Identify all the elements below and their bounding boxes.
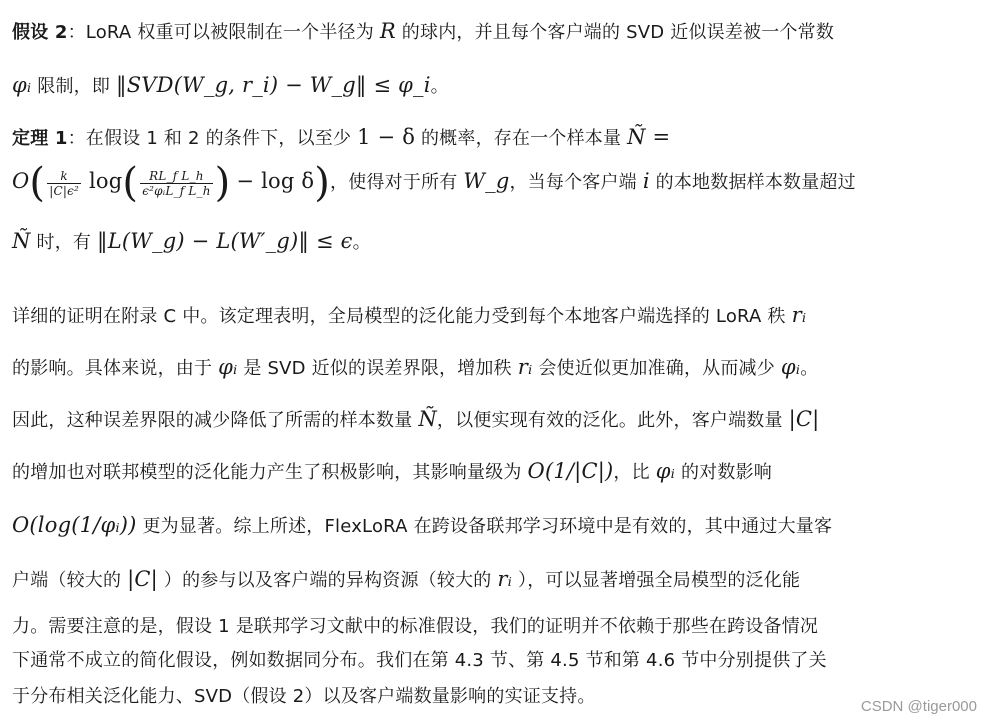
body-text: ，比 xyxy=(613,462,650,483)
body-text: 是 SVD 近似的误差界限，增加秩 xyxy=(243,358,512,379)
assumption-2-text-a: ：LoRA 权重可以被限制在一个半径为 xyxy=(67,22,374,43)
right-paren: ) xyxy=(314,160,331,206)
math-inline: |C| xyxy=(788,407,820,431)
math-inline: Ñ xyxy=(418,407,437,431)
assumption-2-text-b: 的球内，并且每个客户端的 SVD 近似误差被一个常数 xyxy=(401,22,835,43)
body-line-7 xyxy=(12,612,973,638)
math-inline: φᵢ xyxy=(218,355,238,379)
body-text: 详细的证明在附录 C 中。该定理表明，全局模型的泛化能力受到每个本地客户端选择的 LoRA 秩 xyxy=(12,306,786,327)
sample-size-eq: Ñ = xyxy=(627,125,671,149)
math-inline: O(log(1/φᵢ)) xyxy=(12,513,137,537)
body-line-1 xyxy=(12,302,973,328)
body-text: 下通常不成立的简化假设，例如数据同分布。我们在第 4.3 节、第 4.5 节和第 4.6 节中分别提供了关 xyxy=(12,650,827,671)
left-paren: ( xyxy=(29,160,46,206)
body-line-5 xyxy=(12,512,973,538)
body-text: 的增加也对联邦模型的泛化能力产生了积极影响，其影响量级为 xyxy=(12,462,522,483)
math-inline: φᵢ xyxy=(655,459,676,483)
body-text: 户端（较大的 xyxy=(12,570,122,591)
math-inline: rᵢ xyxy=(791,303,807,327)
body-text: 的对数影响 xyxy=(680,462,772,483)
math-inline: |C| xyxy=(127,567,158,591)
big-o: O xyxy=(12,169,30,193)
math-inline: rᵢ xyxy=(517,355,533,379)
body-line-4 xyxy=(12,458,973,484)
theorem-1-text-b: 的概率，存在一个样本量 xyxy=(420,128,622,149)
theorem-1-label: 定理 1 xyxy=(12,128,68,149)
minus-log-delta: − log δ xyxy=(236,169,315,193)
assumption-2-period: 。 xyxy=(430,76,449,97)
math-inline: rᵢ xyxy=(497,567,513,591)
log-label: log xyxy=(88,169,123,193)
theorem-1-text-f: 时，有 xyxy=(36,232,92,253)
fraction-rl-over-phi: $\frac{\text{RL\_f L\_h}}{\text{ϵ²φᵢL\_f L\_h}}$ xyxy=(142,168,211,198)
body-text: ，以便实现有效的泛化。此外，客户端数量 xyxy=(436,410,783,431)
probability-formula: 1 − δ xyxy=(357,125,416,149)
theorem-1-period: 。 xyxy=(352,232,371,253)
body-text: 于分布相关泛化能力、SVD（假设 2）以及客户端数量影响的实证支持。 xyxy=(12,686,596,707)
theorem-1-text-e: 的本地数据样本数量超过 xyxy=(655,172,856,193)
right-paren-inner: ) xyxy=(214,160,231,206)
body-text: 。 xyxy=(800,358,819,379)
body-line-2 xyxy=(12,354,973,380)
body-line-8 xyxy=(12,646,973,672)
body-text: ），可以显著增强全局模型的泛化能 xyxy=(518,570,801,591)
assumption-2-line-1 xyxy=(12,18,973,44)
theorem-1-text-c: ，使得对于所有 xyxy=(330,172,458,193)
body-text: 因此，这种误差界限的减少降低了所需的样本数量 xyxy=(12,410,413,431)
body-text: ）的参与以及客户端的异构资源（较大的 xyxy=(163,570,492,591)
body-line-9 xyxy=(12,682,973,708)
assumption-2-line-2 xyxy=(12,72,973,98)
radius-symbol: R xyxy=(379,19,396,43)
phi-symbol: φᵢ xyxy=(12,73,32,97)
theorem-1-line-3 xyxy=(12,228,973,254)
svd-bound-formula: ‖SVD(W_g, r_i) − W_g‖ ≤ φ_i xyxy=(116,73,431,97)
body-line-6 xyxy=(12,566,973,592)
loss-bound-formula: ‖L(W_g) − L(W′_g)‖ ≤ ϵ xyxy=(97,229,353,253)
left-paren-inner: ( xyxy=(122,160,139,206)
fraction-k-over-c: $\frac{k}{\text{|C|ϵ²}}$ xyxy=(49,168,80,198)
assumption-2-label: 假设 2 xyxy=(12,22,68,43)
body-text: 力。需要注意的是，假设 1 是联邦学习文献中的标准假设，我们的证明并不依赖于那些在跨设备情况 xyxy=(12,616,819,637)
theorem-1-line-1 xyxy=(12,124,973,150)
wg-symbol: W_g xyxy=(463,169,510,193)
body-line-3 xyxy=(12,406,973,432)
theorem-1-text-d: ，当每个客户端 xyxy=(509,172,637,193)
body-text: 更为显著。综上所述，FlexLoRA 在跨设备联邦学习环境中是有效的，其中通过大量客 xyxy=(142,516,833,537)
theorem-1-text-a: ：在假设 1 和 2 的条件下，以至少 xyxy=(67,128,352,149)
csdn-watermark: CSDN @tiger000 xyxy=(860,698,977,715)
math-inline: φᵢ xyxy=(780,355,801,379)
n-tilde-symbol: Ñ xyxy=(12,229,31,253)
body-text: 会使近似更加准确，从而减少 xyxy=(538,358,775,379)
assumption-2-text-c: 限制，即 xyxy=(37,76,111,97)
i-symbol: i xyxy=(642,169,650,193)
math-inline: O(1/|C|) xyxy=(527,459,614,483)
theorem-1-line-2 xyxy=(12,160,973,206)
body-text: 的影响。具体来说，由于 xyxy=(12,358,213,379)
